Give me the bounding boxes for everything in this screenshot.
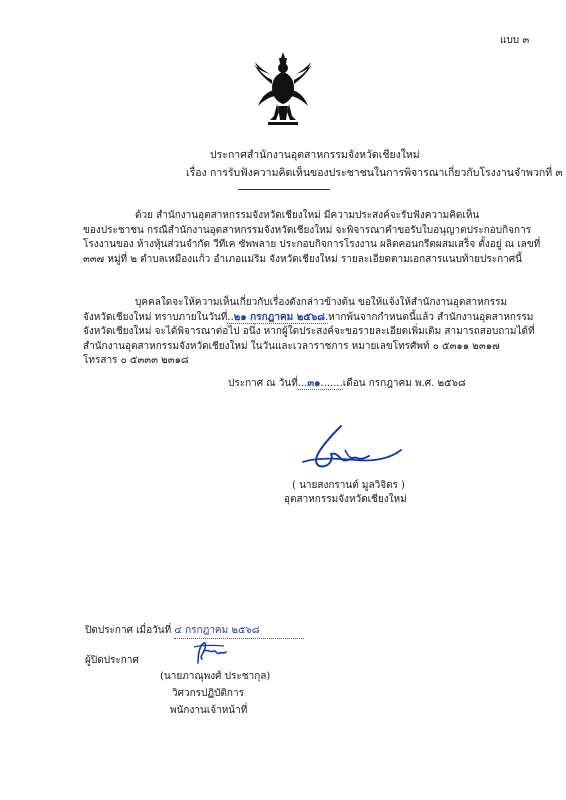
poster-name: (นายภาณุพงศ์ ประชากุล): [160, 671, 271, 682]
signatory-name: ( นายสงกรานต์ มูลวิจิตร ): [292, 480, 406, 491]
date-suffix: เดือน กรกฎาคม พ.ศ. ๒๕๖๘: [342, 378, 466, 389]
announcement-date: [228, 376, 466, 391]
poster-role: พนักงานเจ้าหน้าที่: [170, 705, 248, 716]
title-divider: [238, 189, 330, 190]
form-number: แบบ ๓: [500, 35, 530, 46]
paragraph-2: [83, 296, 535, 369]
paragraph-1-line: ด้วย สำนักงานอุตสาหกรรมจังหวัดเชียงใหม่ มีความประสงค์จะรับฟังความคิดเห็น: [135, 210, 480, 221]
paragraph-1-line: โรงงานของ ห้างหุ้นส่วนจำกัด วีทีเค ซัพพลาย ประกอบกิจการโรงงาน ผลิตคอนกรีตผสมเสร็จ ตั้งอยู่ ณ เลขที่: [83, 239, 541, 250]
deadline-date: ..๒๑ กรกฎาคม ๒๕๖๘.: [227, 311, 329, 323]
posting-date: ๔ กรกฎาคม ๒๕๖๘: [174, 623, 304, 639]
paragraph-1: [83, 209, 541, 267]
paragraph-2-line: [83, 311, 534, 326]
paragraph-1-line: ๓๓๗ หมู่ที่ ๒ ตำบลเหมืองแก้ว อำเภอแม่ริม จังหวัดเชียงใหม่ รายละเอียดตามเอกสารแนบท้ายประกาศนี้: [83, 253, 522, 265]
announcement-subject: เรื่อง การรับฟังความคิดเห็นของประชาชนในการพิจารณาเกี่ยวกับโรงงานจำพวกที่ ๓: [186, 167, 563, 179]
director-signature: [295, 422, 405, 474]
date-prefix: ประกาศ ณ วันที่: [228, 378, 298, 389]
announcement-title: ประกาศสำนักงานอุตสาหกรรมจังหวัดเชียงใหม่: [210, 149, 420, 161]
date-day: ...๓๑.......: [297, 378, 343, 389]
paragraph-2-line: จังหวัดเชียงใหม่ จะได้พิจารณาต่อไป อนึ่ง หากผู้ใดประสงค์จะขอรายละเอียดเพิ่มเติม สามารถสอบถามได้ที่: [83, 326, 535, 337]
poster-label: ผู้ปิดประกาศ: [85, 655, 139, 666]
garuda-emblem-icon: [252, 50, 314, 128]
deadline-suffix: หากพ้นจากกำหนดนี้แล้ว สำนักงานอุตสาหกรรม: [328, 311, 534, 323]
poster-position: วิศวกรปฏิบัติการ: [172, 688, 244, 699]
posting-label: ปิดประกาศ เมื่อวันที่: [85, 625, 172, 636]
signatory-position: อุตสาหกรรมจังหวัดเชียงใหม่: [284, 494, 407, 505]
paragraph-2-line: บุคคลใดจะให้ความเห็นเกี่ยวกับเรื่องดังกล่าวข้างต้น ขอให้แจ้งให้สำนักงานอุตสาหกรรม: [135, 297, 508, 308]
deadline-prefix: จังหวัดเชียงใหม่ ทราบภายในวันที่: [83, 311, 228, 323]
paragraph-2-line: โทรสาร ๐ ๕๓๓๓ ๒๓๑๘: [83, 355, 189, 366]
paragraph-2-line: สำนักงานอุตสาหกรรมจังหวัดเชียงใหม่ ในวันและเวลาราชการ หมายเลขโทรศัพท์ ๐ ๕๓๑๑ ๒๓๑๗: [83, 340, 500, 352]
paragraph-1-line: ของประชาชน กรณีสำนักงานอุตสาหกรรมจังหวัดเชียงใหม่ จะพิจารณาคำขอรับใบอนุญาตประกอบกิจการ: [83, 224, 532, 236]
poster-signature: [188, 637, 236, 669]
